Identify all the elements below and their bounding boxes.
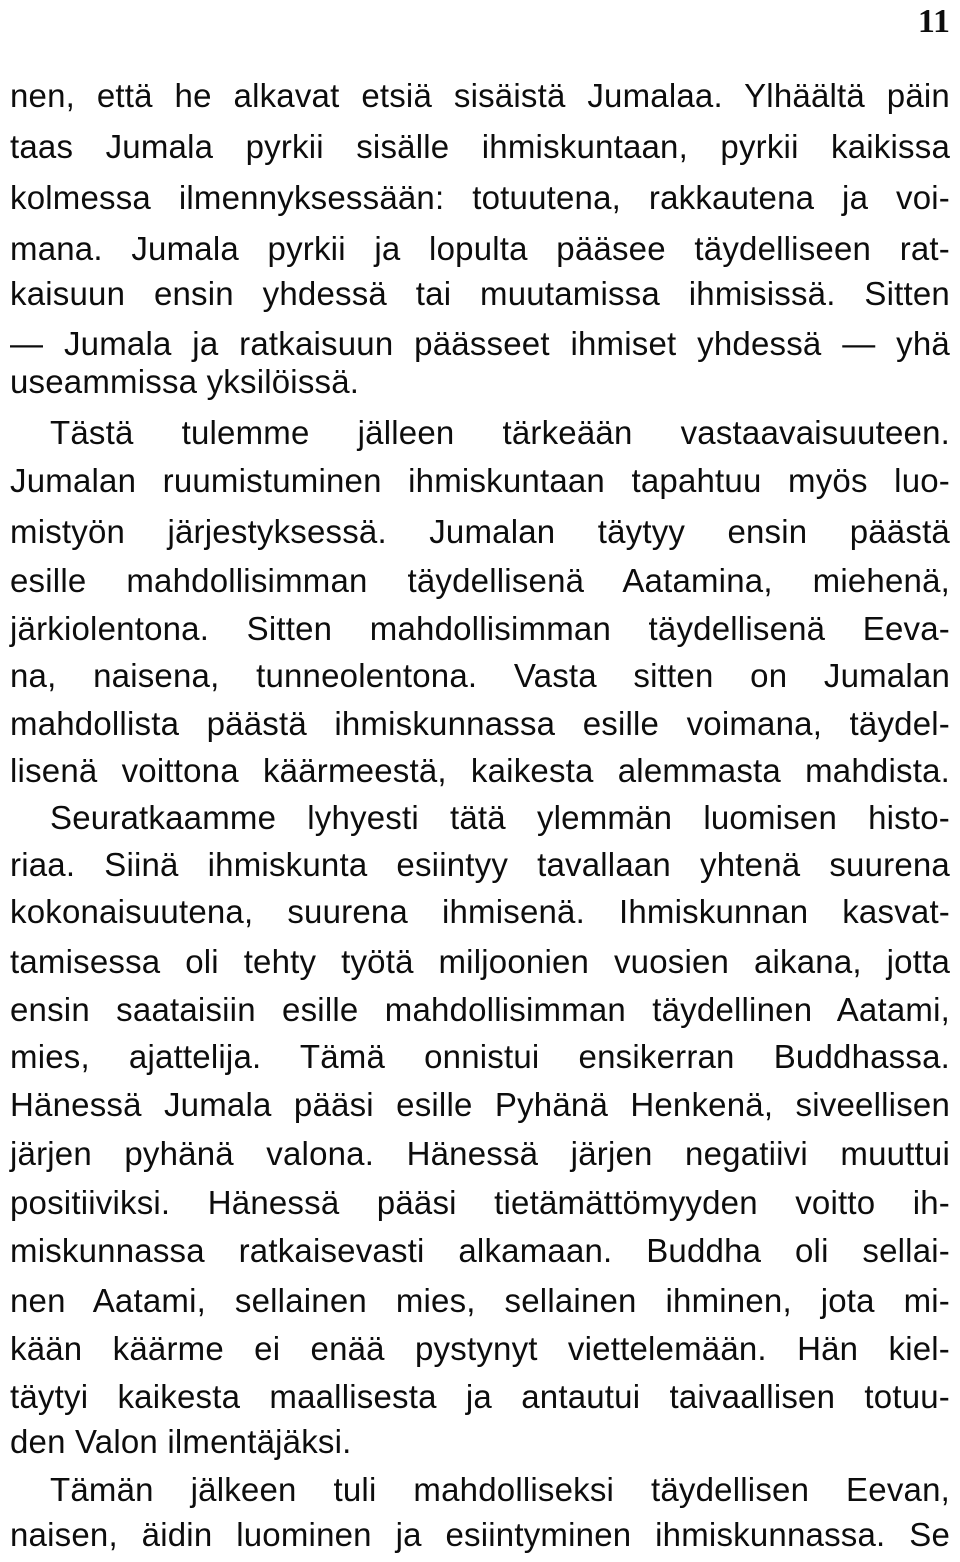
text-line: den Valon ilmentäjäksi. — [10, 1423, 352, 1460]
text-line: Jumalan ruumistuminen ihmiskuntaan tapahtuu myös luo- — [10, 462, 950, 499]
text-line: nen Aatami, sellainen mies, sellainen ihminen, jota mi- — [10, 1282, 950, 1319]
paragraph-first-line: Seuratkaamme lyhyesti tätä ylemmän luomisen histo- — [50, 799, 950, 836]
page-number: 11 — [917, 3, 950, 40]
text-line: mana. Jumala pyrkii ja lopulta pääsee täydelliseen rat- — [10, 230, 950, 267]
text-line: järjen pyhänä valona. Hänessä järjen negatiivi muuttui — [10, 1135, 950, 1172]
text-line: riaa. Siinä ihmiskunta esiintyy tavallaan yhtenä suurena — [10, 846, 950, 883]
text-line: positiiviksi. Hänessä pääsi tietämättömyyden voitto ih- — [10, 1184, 950, 1221]
text-line: na, naisena, tunneolentona. Vasta sitten on Jumalan — [10, 657, 950, 694]
text-line: useammissa yksilöissä. — [10, 363, 360, 400]
text-line: kaisuun ensin yhdessä tai muutamissa ihmisissä. Sitten — [10, 275, 950, 312]
text-line: kään käärme ei enää pystynyt viettelemään. Hän kiel- — [10, 1330, 950, 1367]
text-line: kolmessa ilmennyksessään: totuutena, rakkautena ja voi- — [10, 179, 950, 216]
text-line: mistyön järjestyksessä. Jumalan täytyy ensin päästä — [10, 513, 950, 550]
text-line: tamisessa oli tehty työtä miljoonien vuosien aikana, jotta — [10, 943, 950, 980]
text-line: täytyi kaikesta maallisesta ja antautui taivaallisen totuu- — [10, 1378, 950, 1415]
text-line: taas Jumala pyrkii sisälle ihmiskuntaan, pyrkii kaikissa — [10, 128, 950, 165]
text-line: nen, että he alkavat etsiä sisäistä Jumalaa. Ylhäältä päin — [10, 77, 950, 114]
text-line: ensin saataisiin esille mahdollisimman täydellinen Aatami, — [10, 991, 950, 1028]
paragraph-first-line: Tästä tulemme jälleen tärkeään vastaavaisuuteen. — [50, 414, 950, 451]
text-line: naisen, äidin luominen ja esiintyminen ihmiskunnassa. Se — [10, 1516, 950, 1553]
text-line: mies, ajattelija. Tämä onnistui ensikerran Buddhassa. — [10, 1038, 950, 1075]
text-line: lisenä voittona käärmeestä, kaikesta alemmasta mahdista. — [10, 752, 950, 789]
text-line: mahdollista päästä ihmiskunnassa esille voimana, täydel- — [10, 705, 950, 742]
text-line: miskunnassa ratkaisevasti alkamaan. Buddha oli sellai- — [10, 1232, 950, 1269]
text-line: — Jumala ja ratkaisuun päässeet ihmiset yhdessä — yhä — [10, 325, 950, 362]
text-line: järkiolentona. Sitten mahdollisimman täydellisenä Eeva- — [10, 610, 950, 647]
text-line: Hänessä Jumala pääsi esille Pyhänä Henkenä, siveellisen — [10, 1086, 950, 1123]
text-line: kokonaisuutena, suurena ihmisenä. Ihmiskunnan kasvat- — [10, 893, 950, 930]
paragraph-first-line: Tämän jälkeen tuli mahdolliseksi täydellisen Eevan, — [50, 1471, 950, 1508]
text-line: esille mahdollisimman täydellisenä Aatamina, miehenä, — [10, 562, 950, 599]
